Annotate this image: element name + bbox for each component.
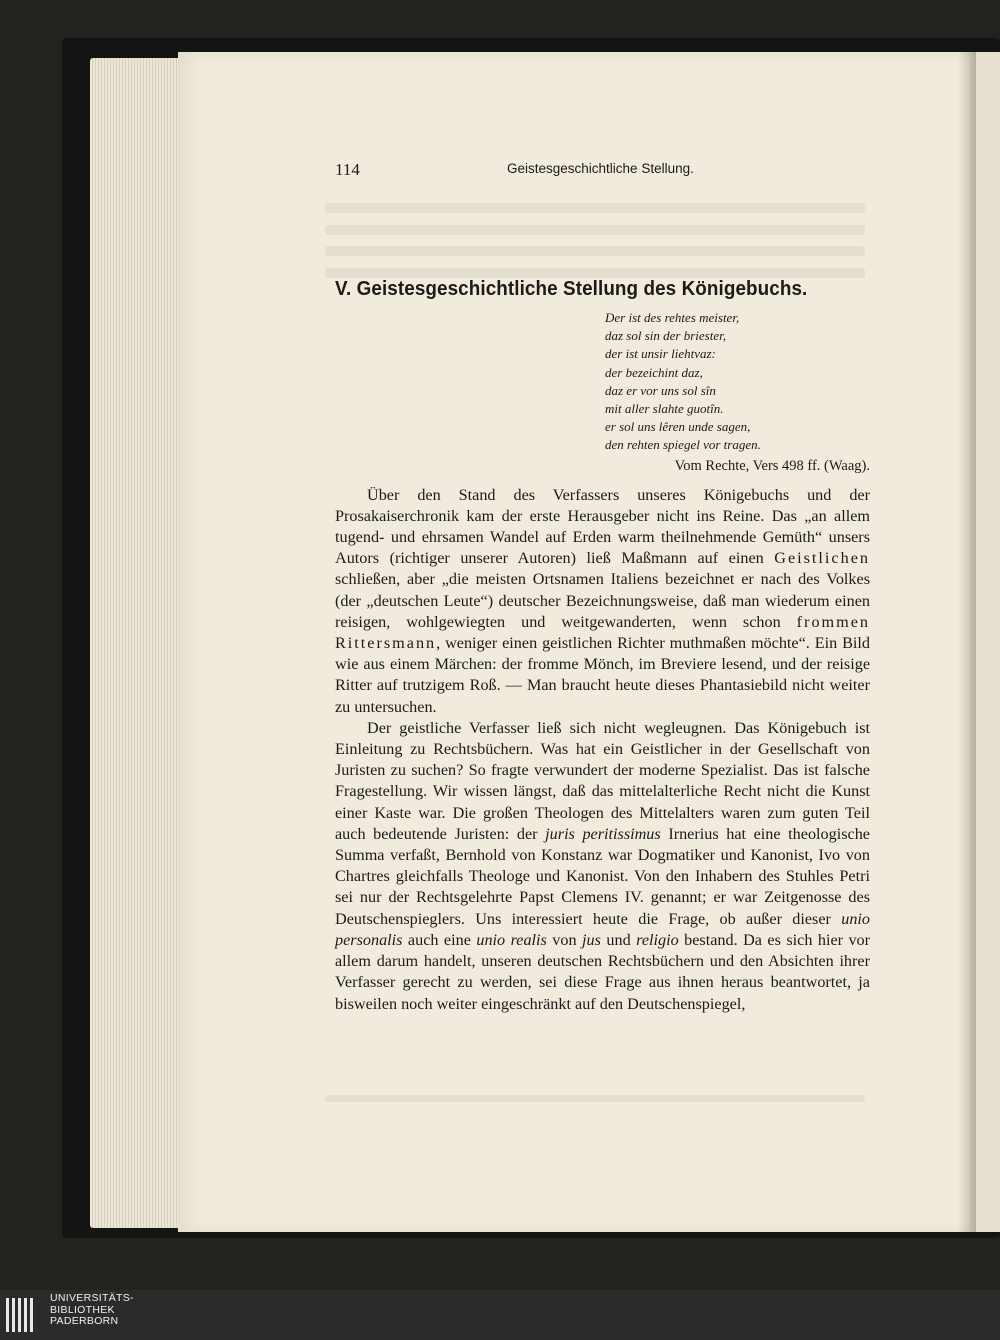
text-run: schließen, aber „die meisten Ortsnamen Italiens bezeichnet er nach des Volkes (der „deutschen Leute“) deutscher Bezeichnungsweise, daß man wiederum einen reisigen, wohlgewiegten und weitgewanderten, wenn schon	[335, 570, 870, 631]
paragraph	[335, 718, 870, 1015]
epigraph	[605, 309, 870, 476]
spaced-text: Geistlichen	[774, 549, 870, 568]
epigraph-line: den rehten spiegel vor tragen.	[605, 437, 761, 453]
text-run: , weniger einen geistlichen Richter muthmaßen möchte“. Ein Bild wie aus einem Märchen: der fromme Mönch, im Breviere lesend, und der reisige Ritter auf trutzigem Roß. — Man braucht heute dieses Phantasiebild nicht weiter zu untersuchen.	[335, 634, 870, 716]
text-run: Der geistliche Verfasser ließ sich nicht wegleugnen. Das Königebuch ist Einleitung zu Rechtsbüchern. Was hat ein Geistlicher in der Gesellschaft von Juristen zu suchen? So fragte verwundert der moderne Spezialist. Das ist falsche Fragestellung. Wir wissen längst, daß das mittelalterliche Recht nicht die Kunst einer Kaste war. Die großen Theologen des Mittelalters waren zum guten Teil auch bedeutende Juristen: der	[335, 718, 870, 843]
italic-text: religio	[636, 930, 679, 949]
show-through	[325, 1095, 865, 1102]
page-edges	[90, 58, 182, 1228]
running-head	[335, 160, 870, 182]
text-run: und	[606, 930, 631, 949]
epigraph-line: der ist unsir liehtvaz:	[605, 346, 716, 362]
epigraph-line: der bezeichint daz,	[605, 364, 703, 380]
page-number: 114	[335, 160, 360, 179]
italic-text: juris peritissimus	[545, 824, 661, 843]
page-content	[335, 160, 870, 1015]
body-text	[335, 485, 870, 1015]
text-run: Über den Stand des Verfassers unseres Königebuchs und der Prosakaiserchronik kam der erste Herausgeber nicht ins Reine. Das „an allem tugend- und ehrsamen Wandel auf Erden warm theilnehmende Gemüth“ unsers Autors (richtiger unserer Autoren) ließ Maßmann auf einen	[335, 485, 870, 568]
running-title: Geistesgeschichtliche Stellung.	[507, 161, 694, 176]
epigraph-line: daz sol sin der briester,	[605, 328, 726, 344]
epigraph-line: daz er vor uns sol sîn	[605, 382, 716, 398]
italic-text: unio personalis	[335, 909, 870, 949]
library-name-line: UNIVERSITÄTS-	[50, 1292, 134, 1304]
paragraph	[335, 485, 870, 718]
epigraph-line: mit aller slahte guotîn.	[605, 401, 724, 417]
gutter-shadow	[958, 52, 976, 1232]
library-name-line: PADERBORN	[50, 1315, 119, 1328]
text-run: bestand. Da es sich hier vor allem darum handelt, unseren deutschen Rechtsbüchern und den Absichten ihrer Verfasser gerecht zu werden, sei diese Frage aus ihnen heraus beantwortet, ja bisweilen noch weiter eingeschränkt auf den Deutschenspiegel,	[335, 930, 871, 1013]
italic-text: unio realis	[476, 930, 547, 949]
library-footer	[0, 1290, 1000, 1340]
library-logo-icon	[6, 1298, 36, 1332]
text-run: Irnerius hat eine theologische Summa verfaßt, Bernhold von Konstanz war Dogmatiker und Kanonist, Ivo von Chartres gleichfalls Theologe und Kanonist. Von den Inhabern des Stuhles Petri sei nur der Rechtsgelehrte Papst Clemens IV. genannt; er war Zeitgenosse des Deutschenspieglers. Uns interessiert heute die Frage, ob außer dieser	[335, 824, 870, 928]
epigraph-line: er sol uns lêren unde sagen,	[605, 419, 751, 435]
epigraph-source: Vom Rechte, Vers 498 ff. (Waag).	[674, 457, 870, 474]
library-name	[50, 1293, 134, 1328]
spaced-text: frommen Rittersmann	[335, 612, 871, 653]
text-run: auch eine	[407, 930, 471, 949]
italic-text: jus	[582, 930, 601, 949]
epigraph-line: Der ist des rehtes meister,	[605, 310, 740, 325]
library-name-line: BIBLIOTHEK	[50, 1303, 115, 1316]
chapter-heading: V. Geistesgeschichtliche Stellung des Königebuchs.	[335, 277, 808, 300]
text-run: von	[552, 930, 577, 949]
